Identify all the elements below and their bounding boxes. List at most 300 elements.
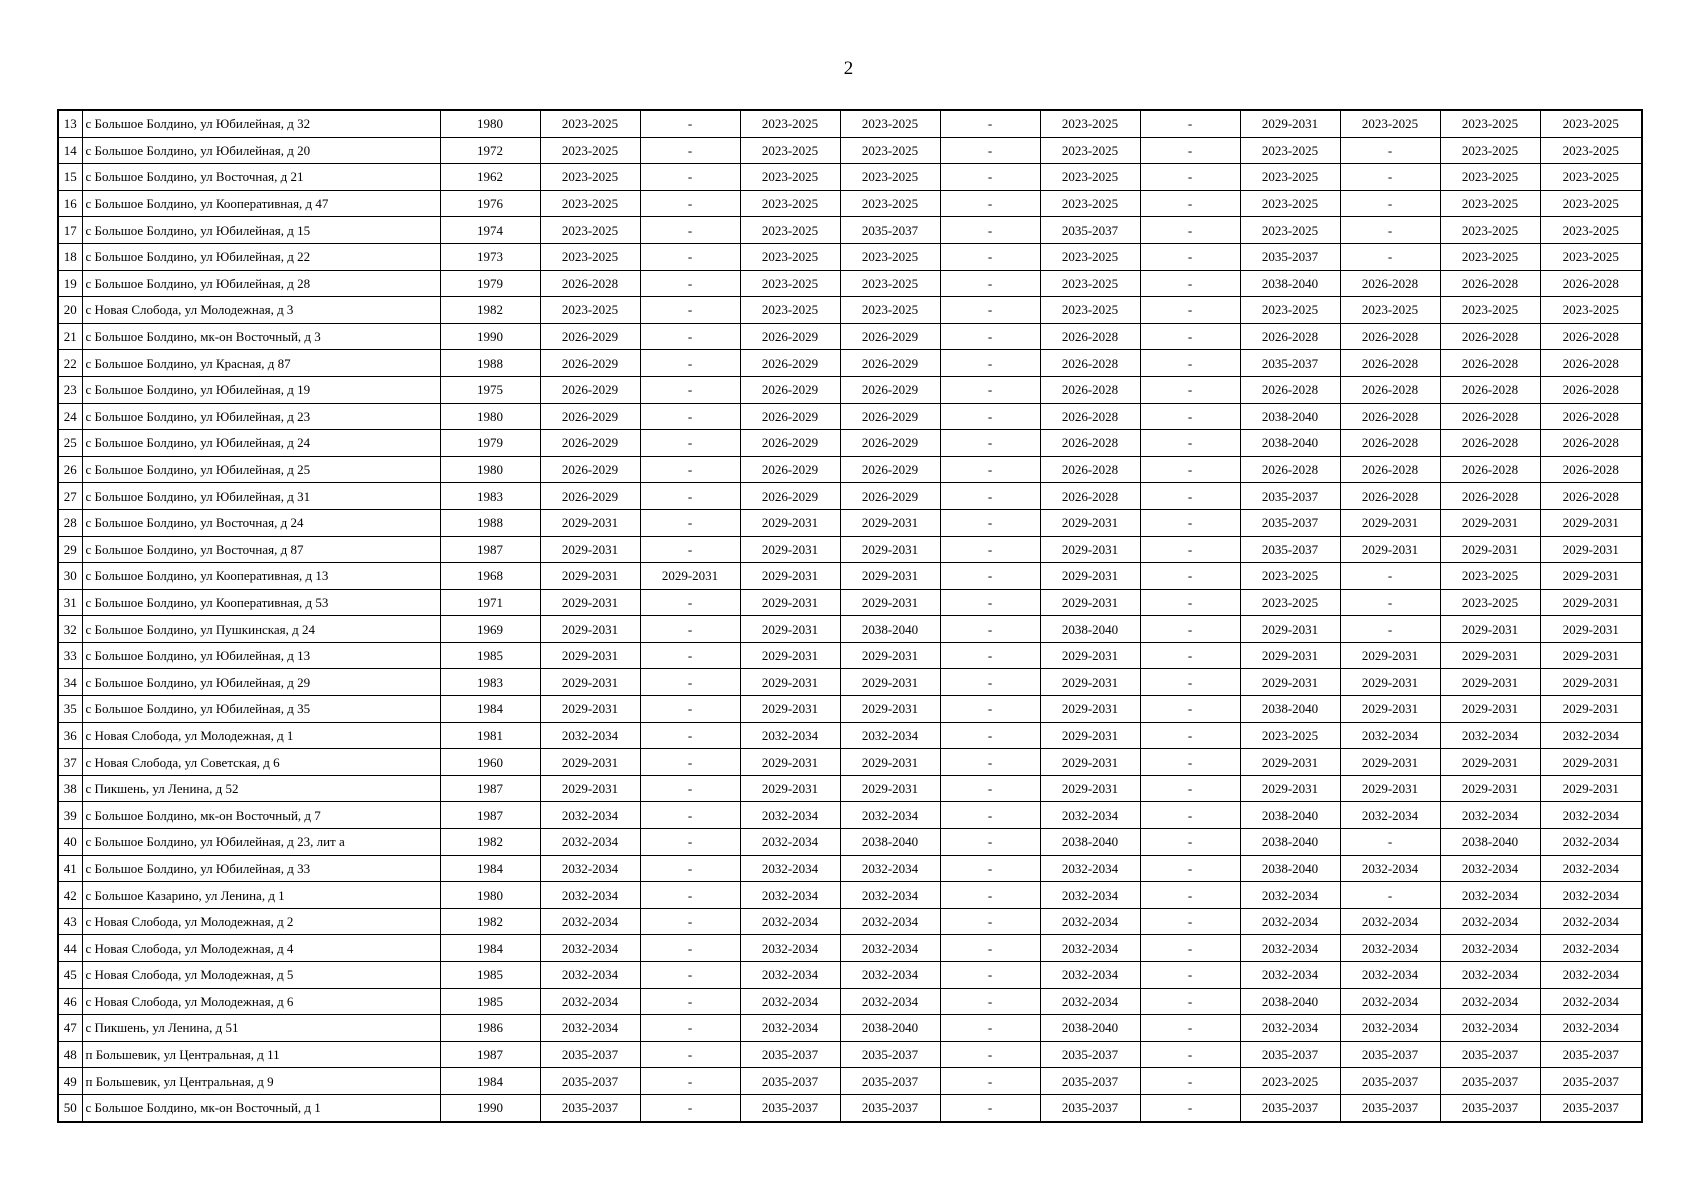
address-cell: с Большое Болдино, ул Кооперативная, д 13 <box>82 563 440 590</box>
period-cell: 2038-2040 <box>1240 403 1340 430</box>
row-number-cell: 41 <box>58 855 82 882</box>
period-cell: 2032-2034 <box>1040 882 1140 909</box>
period-cell: - <box>1140 829 1240 856</box>
period-cell: - <box>640 1015 740 1042</box>
table-row <box>58 988 1642 1015</box>
period-cell: 2029-2031 <box>540 775 640 802</box>
row-number-cell: 50 <box>58 1094 82 1121</box>
year-built-cell: 1985 <box>440 988 540 1015</box>
period-cell: 2023-2025 <box>840 110 940 137</box>
period-cell: - <box>1140 243 1240 270</box>
period-cell: 2026-2028 <box>1040 376 1140 403</box>
period-cell: 2026-2028 <box>1240 456 1340 483</box>
year-built-cell: 1988 <box>440 509 540 536</box>
period-cell: 2023-2025 <box>740 190 840 217</box>
table-row <box>58 323 1642 350</box>
period-cell: 2032-2034 <box>540 988 640 1015</box>
year-built-cell: 1987 <box>440 775 540 802</box>
period-cell: 2029-2031 <box>1440 669 1540 696</box>
period-cell: - <box>940 563 1040 590</box>
address-cell: с Новая Слобода, ул Молодежная, д 1 <box>82 722 440 749</box>
period-cell: - <box>1140 350 1240 377</box>
period-cell: 2032-2034 <box>540 802 640 829</box>
period-cell: - <box>940 137 1040 164</box>
period-cell: 2029-2031 <box>1340 775 1440 802</box>
period-cell: 2032-2034 <box>1440 802 1540 829</box>
period-cell: - <box>1140 642 1240 669</box>
period-cell: - <box>640 1094 740 1121</box>
row-number-cell: 35 <box>58 696 82 723</box>
period-cell: 2035-2037 <box>1240 243 1340 270</box>
period-cell: 2029-2031 <box>840 642 940 669</box>
period-cell: 2029-2031 <box>1240 669 1340 696</box>
period-cell: 2023-2025 <box>1240 563 1340 590</box>
period-cell: - <box>940 243 1040 270</box>
period-cell: 2035-2037 <box>1440 1068 1540 1095</box>
period-cell: 2029-2031 <box>540 669 640 696</box>
period-cell: 2026-2028 <box>1540 483 1642 510</box>
table-row <box>58 403 1642 430</box>
period-cell: - <box>640 908 740 935</box>
year-built-cell: 1960 <box>440 749 540 776</box>
year-built-cell: 1969 <box>440 616 540 643</box>
period-cell: - <box>940 270 1040 297</box>
period-cell: - <box>640 243 740 270</box>
address-cell: с Большое Болдино, ул Юбилейная, д 25 <box>82 456 440 483</box>
period-cell: 2023-2025 <box>1240 297 1340 324</box>
period-cell: 2032-2034 <box>1540 935 1642 962</box>
period-cell: 2035-2037 <box>840 217 940 244</box>
year-built-cell: 1975 <box>440 376 540 403</box>
period-cell: 2026-2029 <box>840 350 940 377</box>
period-cell: 2032-2034 <box>1340 908 1440 935</box>
period-cell: 2032-2034 <box>540 855 640 882</box>
address-cell: с Большое Болдино, ул Кооперативная, д 47 <box>82 190 440 217</box>
table-row <box>58 297 1642 324</box>
period-cell: 2029-2031 <box>1040 696 1140 723</box>
period-cell: 2032-2034 <box>1540 802 1642 829</box>
period-cell: 2026-2028 <box>1540 270 1642 297</box>
period-cell: 2029-2031 <box>1240 749 1340 776</box>
period-cell: - <box>1140 908 1240 935</box>
period-cell: 2029-2031 <box>1340 749 1440 776</box>
period-cell: 2032-2034 <box>540 962 640 989</box>
address-cell: с Большое Болдино, ул Юбилейная, д 35 <box>82 696 440 723</box>
period-cell: 2023-2025 <box>1540 137 1642 164</box>
period-cell: 2032-2034 <box>1440 908 1540 935</box>
period-cell: 2023-2025 <box>1240 190 1340 217</box>
address-cell: с Большое Болдино, ул Юбилейная, д 32 <box>82 110 440 137</box>
period-cell: 2032-2034 <box>840 908 940 935</box>
address-cell: с Большое Болдино, ул Юбилейная, д 28 <box>82 270 440 297</box>
period-cell: - <box>640 483 740 510</box>
period-cell: 2032-2034 <box>1540 722 1642 749</box>
period-cell: 2026-2028 <box>1040 350 1140 377</box>
period-cell: 2032-2034 <box>840 855 940 882</box>
period-cell: - <box>940 483 1040 510</box>
period-cell: 2029-2031 <box>740 616 840 643</box>
period-cell: 2035-2037 <box>1540 1068 1642 1095</box>
row-number-cell: 26 <box>58 456 82 483</box>
period-cell: 2026-2028 <box>1540 376 1642 403</box>
period-cell: - <box>1140 962 1240 989</box>
period-cell: 2026-2028 <box>1440 270 1540 297</box>
period-cell: 2032-2034 <box>740 882 840 909</box>
table-row <box>58 749 1642 776</box>
table-row <box>58 376 1642 403</box>
row-number-cell: 43 <box>58 908 82 935</box>
period-cell: 2035-2037 <box>1540 1094 1642 1121</box>
period-cell: 2026-2028 <box>1340 403 1440 430</box>
year-built-cell: 1979 <box>440 270 540 297</box>
period-cell: 2026-2028 <box>1340 350 1440 377</box>
period-cell: 2026-2028 <box>1240 376 1340 403</box>
period-cell: 2032-2034 <box>1340 935 1440 962</box>
period-cell: 2029-2031 <box>840 563 940 590</box>
period-cell: - <box>1140 190 1240 217</box>
address-cell: с Новая Слобода, ул Молодежная, д 3 <box>82 297 440 324</box>
address-cell: с Большое Болдино, ул Пушкинская, д 24 <box>82 616 440 643</box>
period-cell: 2032-2034 <box>1440 962 1540 989</box>
year-built-cell: 1976 <box>440 190 540 217</box>
period-cell: 2023-2025 <box>1540 190 1642 217</box>
period-cell: 2023-2025 <box>1540 110 1642 137</box>
period-cell: 2026-2029 <box>540 403 640 430</box>
period-cell: 2029-2031 <box>1540 775 1642 802</box>
table-row <box>58 137 1642 164</box>
year-built-cell: 1982 <box>440 908 540 935</box>
row-number-cell: 46 <box>58 988 82 1015</box>
period-cell: 2026-2029 <box>540 376 640 403</box>
row-number-cell: 28 <box>58 509 82 536</box>
period-cell: 2029-2031 <box>540 563 640 590</box>
period-cell: 2026-2028 <box>1440 483 1540 510</box>
period-cell: - <box>1140 988 1240 1015</box>
period-cell: 2032-2034 <box>740 935 840 962</box>
period-cell: 2029-2031 <box>1540 749 1642 776</box>
period-cell: - <box>640 137 740 164</box>
period-cell: - <box>1140 669 1240 696</box>
period-cell: 2038-2040 <box>1240 829 1340 856</box>
period-cell: 2026-2029 <box>840 376 940 403</box>
period-cell: 2029-2031 <box>1040 642 1140 669</box>
period-cell: - <box>640 350 740 377</box>
period-cell: 2026-2028 <box>1340 430 1440 457</box>
period-cell: 2023-2025 <box>1240 589 1340 616</box>
period-cell: 2026-2028 <box>1040 456 1140 483</box>
period-cell: 2035-2037 <box>740 1041 840 1068</box>
table-row <box>58 589 1642 616</box>
period-cell: - <box>640 164 740 191</box>
period-cell: 2035-2037 <box>1240 350 1340 377</box>
period-cell: 2023-2025 <box>840 243 940 270</box>
address-cell: с Большое Болдино, ул Юбилейная, д 13 <box>82 642 440 669</box>
period-cell: 2023-2025 <box>540 190 640 217</box>
period-cell: 2023-2025 <box>840 297 940 324</box>
row-number-cell: 31 <box>58 589 82 616</box>
period-cell: 2023-2025 <box>1040 164 1140 191</box>
period-cell: - <box>640 430 740 457</box>
period-cell: - <box>1340 882 1440 909</box>
period-cell: 2032-2034 <box>740 829 840 856</box>
period-cell: 2029-2031 <box>1240 616 1340 643</box>
period-cell: - <box>940 217 1040 244</box>
row-number-cell: 42 <box>58 882 82 909</box>
period-cell: 2026-2028 <box>1240 323 1340 350</box>
period-cell: 2032-2034 <box>1340 802 1440 829</box>
period-cell: - <box>940 722 1040 749</box>
period-cell: 2029-2031 <box>1540 616 1642 643</box>
period-cell: - <box>940 935 1040 962</box>
table-row <box>58 722 1642 749</box>
period-cell: 2038-2040 <box>1040 829 1140 856</box>
period-cell: 2026-2028 <box>1040 483 1140 510</box>
period-cell: 2029-2031 <box>1340 509 1440 536</box>
period-cell: 2032-2034 <box>1440 1015 1540 1042</box>
period-cell: 2023-2025 <box>1040 110 1140 137</box>
period-cell: 2026-2029 <box>740 350 840 377</box>
period-cell: 2032-2034 <box>1240 935 1340 962</box>
period-cell: 2032-2034 <box>1040 802 1140 829</box>
row-number-cell: 17 <box>58 217 82 244</box>
period-cell: 2035-2037 <box>840 1068 940 1095</box>
period-cell: - <box>940 988 1040 1015</box>
year-built-cell: 1974 <box>440 217 540 244</box>
address-cell: с Новая Слобода, ул Молодежная, д 6 <box>82 988 440 1015</box>
period-cell: 2023-2025 <box>840 270 940 297</box>
period-cell: - <box>940 536 1040 563</box>
year-built-cell: 1984 <box>440 855 540 882</box>
period-cell: 2029-2031 <box>1340 536 1440 563</box>
address-cell: с Новая Слобода, ул Молодежная, д 2 <box>82 908 440 935</box>
period-cell: 2035-2037 <box>1040 217 1140 244</box>
period-cell: 2023-2025 <box>1440 589 1540 616</box>
table-row <box>58 908 1642 935</box>
period-cell: 2026-2028 <box>1340 323 1440 350</box>
table-row <box>58 456 1642 483</box>
row-number-cell: 19 <box>58 270 82 297</box>
period-cell: - <box>1140 696 1240 723</box>
period-cell: 2029-2031 <box>1440 642 1540 669</box>
period-cell: 2032-2034 <box>1540 829 1642 856</box>
period-cell: 2032-2034 <box>740 1015 840 1042</box>
year-built-cell: 1987 <box>440 802 540 829</box>
address-cell: с Большое Болдино, ул Юбилейная, д 20 <box>82 137 440 164</box>
period-cell: 2029-2031 <box>1040 749 1140 776</box>
year-built-cell: 1990 <box>440 1094 540 1121</box>
period-cell: - <box>1140 297 1240 324</box>
period-cell: 2023-2025 <box>1440 190 1540 217</box>
period-cell: - <box>1140 536 1240 563</box>
period-cell: 2026-2028 <box>1040 323 1140 350</box>
row-number-cell: 21 <box>58 323 82 350</box>
period-cell: - <box>1140 802 1240 829</box>
address-cell: с Новая Слобода, ул Молодежная, д 4 <box>82 935 440 962</box>
period-cell: 2035-2037 <box>1040 1068 1140 1095</box>
period-cell: 2038-2040 <box>840 616 940 643</box>
period-cell: - <box>640 775 740 802</box>
period-cell: 2032-2034 <box>1540 882 1642 909</box>
period-cell: 2023-2025 <box>1440 164 1540 191</box>
period-cell: 2032-2034 <box>1340 962 1440 989</box>
period-cell: 2035-2037 <box>1340 1068 1440 1095</box>
period-cell: 2032-2034 <box>1440 855 1540 882</box>
period-cell: 2029-2031 <box>740 669 840 696</box>
period-cell: 2029-2031 <box>1540 669 1642 696</box>
table-row <box>58 696 1642 723</box>
period-cell: 2032-2034 <box>740 855 840 882</box>
year-built-cell: 1962 <box>440 164 540 191</box>
row-number-cell: 44 <box>58 935 82 962</box>
table-row <box>58 190 1642 217</box>
row-number-cell: 15 <box>58 164 82 191</box>
period-cell: 2023-2025 <box>1440 110 1540 137</box>
period-cell: - <box>940 855 1040 882</box>
period-cell: 2026-2028 <box>1540 350 1642 377</box>
period-cell: 2029-2031 <box>840 509 940 536</box>
period-cell: - <box>1140 775 1240 802</box>
period-cell: 2035-2037 <box>1040 1094 1140 1121</box>
row-number-cell: 48 <box>58 1041 82 1068</box>
period-cell: 2026-2028 <box>1440 376 1540 403</box>
address-cell: с Новая Слобода, ул Советская, д 6 <box>82 749 440 776</box>
period-cell: - <box>640 190 740 217</box>
period-cell: 2023-2025 <box>1340 297 1440 324</box>
period-cell: 2032-2034 <box>740 988 840 1015</box>
period-cell: 2023-2025 <box>740 164 840 191</box>
period-cell: 2029-2031 <box>1440 696 1540 723</box>
period-cell: - <box>1140 483 1240 510</box>
period-cell: 2023-2025 <box>840 164 940 191</box>
period-cell: 2032-2034 <box>1440 988 1540 1015</box>
address-cell: с Большое Болдино, ул Красная, д 87 <box>82 350 440 377</box>
row-number-cell: 16 <box>58 190 82 217</box>
address-cell: с Большое Болдино, ул Восточная, д 24 <box>82 509 440 536</box>
period-cell: 2026-2028 <box>1340 456 1440 483</box>
period-cell: 2023-2025 <box>1340 110 1440 137</box>
period-cell: 2035-2037 <box>540 1041 640 1068</box>
period-cell: 2029-2031 <box>840 775 940 802</box>
period-cell: 2029-2031 <box>1040 509 1140 536</box>
table-row <box>58 509 1642 536</box>
period-cell: - <box>640 962 740 989</box>
period-cell: 2032-2034 <box>1540 1015 1642 1042</box>
year-built-cell: 1982 <box>440 297 540 324</box>
year-built-cell: 1980 <box>440 403 540 430</box>
period-cell: - <box>1140 270 1240 297</box>
period-cell: - <box>1140 1041 1240 1068</box>
period-cell: 2035-2037 <box>1240 509 1340 536</box>
period-cell: 2032-2034 <box>840 802 940 829</box>
period-cell: 2026-2029 <box>740 456 840 483</box>
period-cell: - <box>1140 164 1240 191</box>
row-number-cell: 47 <box>58 1015 82 1042</box>
period-cell: 2023-2025 <box>1540 297 1642 324</box>
period-cell: 2026-2029 <box>840 403 940 430</box>
period-cell: 2023-2025 <box>1040 270 1140 297</box>
period-cell: 2032-2034 <box>540 935 640 962</box>
table-row <box>58 616 1642 643</box>
period-cell: 2026-2029 <box>840 483 940 510</box>
period-cell: - <box>1140 217 1240 244</box>
year-built-cell: 1981 <box>440 722 540 749</box>
period-cell: - <box>1140 589 1240 616</box>
period-cell: 2026-2028 <box>1340 270 1440 297</box>
table-row <box>58 536 1642 563</box>
period-cell: - <box>940 190 1040 217</box>
table-row <box>58 110 1642 137</box>
period-cell: 2035-2037 <box>1540 1041 1642 1068</box>
table-row <box>58 669 1642 696</box>
period-cell: 2035-2037 <box>840 1094 940 1121</box>
table-row <box>58 164 1642 191</box>
period-cell: - <box>1140 376 1240 403</box>
table-row <box>58 775 1642 802</box>
period-cell: - <box>1140 1068 1240 1095</box>
period-cell: 2023-2025 <box>740 137 840 164</box>
period-cell: 2029-2031 <box>540 509 640 536</box>
period-cell: 2035-2037 <box>1340 1094 1440 1121</box>
period-cell: 2023-2025 <box>1240 217 1340 244</box>
row-number-cell: 13 <box>58 110 82 137</box>
period-cell: - <box>940 509 1040 536</box>
period-cell: 2032-2034 <box>1240 908 1340 935</box>
repair-schedule-table <box>57 109 1643 1123</box>
period-cell: - <box>640 1068 740 1095</box>
period-cell: 2023-2025 <box>840 137 940 164</box>
year-built-cell: 1983 <box>440 483 540 510</box>
period-cell: 2029-2031 <box>1440 509 1540 536</box>
period-cell: 2029-2031 <box>840 536 940 563</box>
period-cell: 2032-2034 <box>1540 988 1642 1015</box>
period-cell: 2032-2034 <box>1340 855 1440 882</box>
period-cell: 2026-2029 <box>540 483 640 510</box>
period-cell: 2023-2025 <box>740 297 840 324</box>
table-body <box>58 110 1642 1122</box>
period-cell: 2029-2031 <box>1340 669 1440 696</box>
period-cell: - <box>1340 616 1440 643</box>
period-cell: - <box>1340 563 1440 590</box>
year-built-cell: 1979 <box>440 430 540 457</box>
address-cell: с Большое Болдино, ул Юбилейная, д 19 <box>82 376 440 403</box>
table-row <box>58 935 1642 962</box>
period-cell: - <box>940 1015 1040 1042</box>
period-cell: 2026-2028 <box>1340 376 1440 403</box>
period-cell: - <box>1140 323 1240 350</box>
period-cell: - <box>640 376 740 403</box>
period-cell: 2023-2025 <box>1540 217 1642 244</box>
period-cell: 2029-2031 <box>740 696 840 723</box>
row-number-cell: 14 <box>58 137 82 164</box>
period-cell: 2023-2025 <box>1240 722 1340 749</box>
table-row <box>58 217 1642 244</box>
row-number-cell: 38 <box>58 775 82 802</box>
table-row <box>58 350 1642 377</box>
period-cell: 2032-2034 <box>1040 962 1140 989</box>
period-cell: - <box>640 669 740 696</box>
period-cell: - <box>640 749 740 776</box>
period-cell: 2032-2034 <box>540 882 640 909</box>
period-cell: 2032-2034 <box>1340 988 1440 1015</box>
period-cell: 2032-2034 <box>840 935 940 962</box>
address-cell: с Большое Болдино, мк-он Восточный, д 7 <box>82 802 440 829</box>
address-cell: с Большое Болдино, ул Юбилейная, д 29 <box>82 669 440 696</box>
page-number: 2 <box>843 58 854 79</box>
row-number-cell: 24 <box>58 403 82 430</box>
period-cell: 2023-2025 <box>540 217 640 244</box>
period-cell: 2032-2034 <box>1240 882 1340 909</box>
period-cell: 2029-2031 <box>1540 563 1642 590</box>
